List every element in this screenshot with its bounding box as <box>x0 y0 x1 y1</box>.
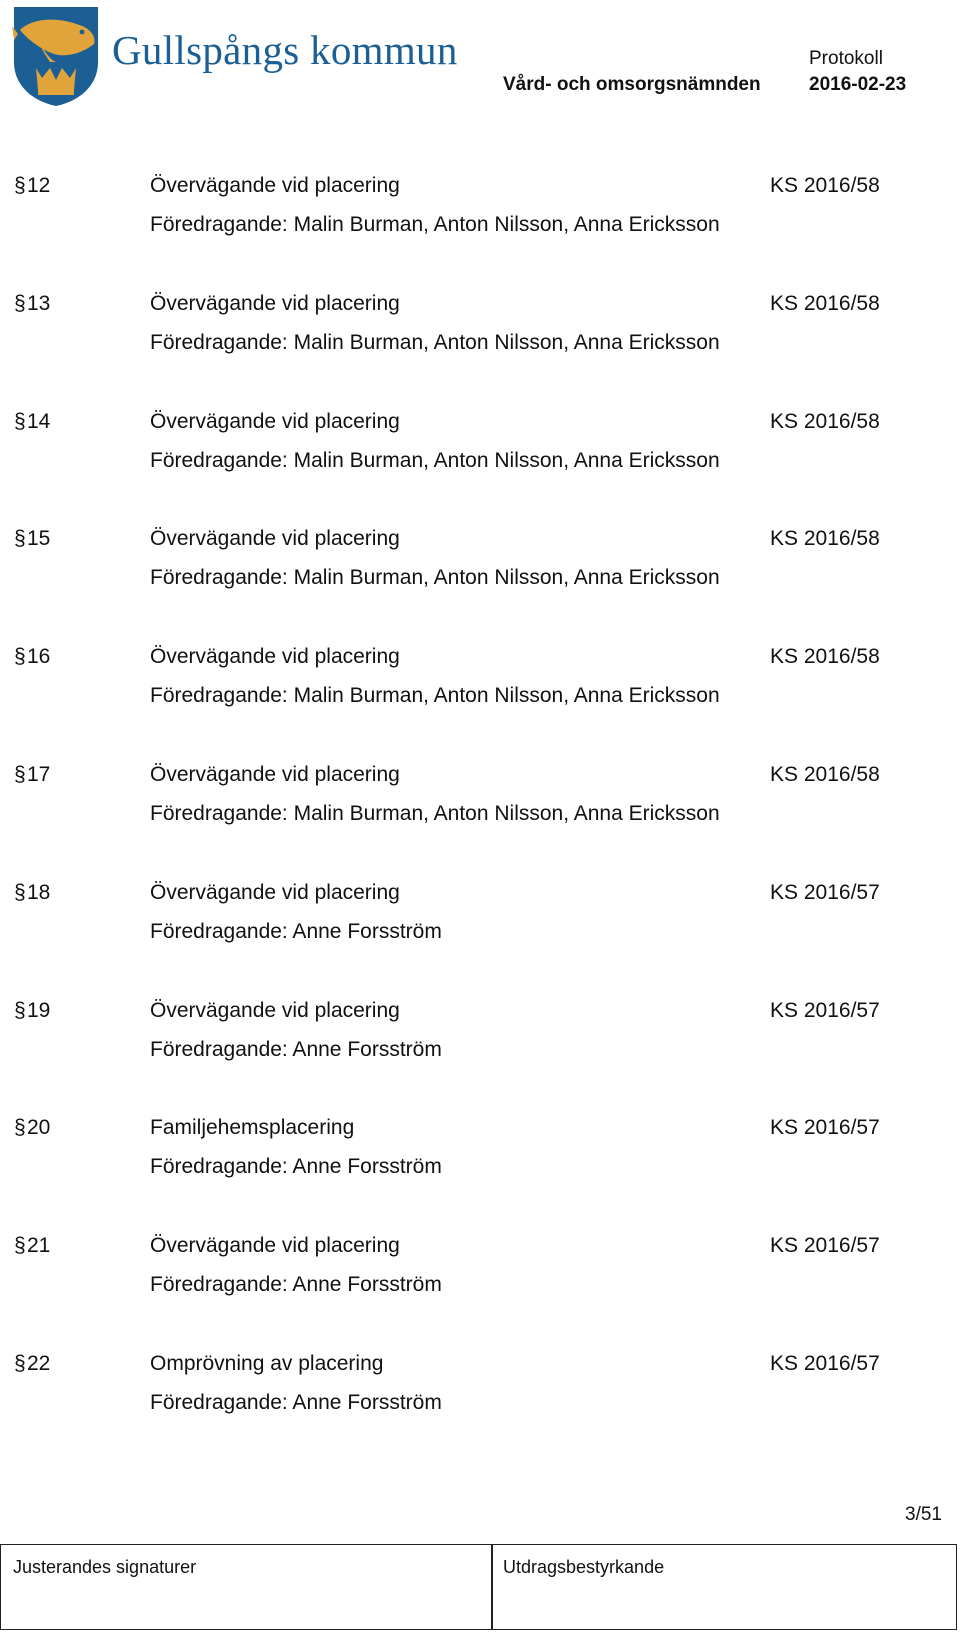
agenda-item <box>0 524 960 642</box>
agenda-item <box>0 878 960 996</box>
board-name: Vård- och omsorgsnämnden <box>503 74 761 95</box>
section-sign: § <box>14 645 26 669</box>
section-sign: § <box>14 174 26 197</box>
item-title: Övervägande vid placering <box>150 1234 400 1258</box>
section-number: 13 <box>27 291 51 315</box>
agenda-item <box>0 407 960 525</box>
page-number: 3/51 <box>905 1504 942 1525</box>
section-number: 19 <box>27 998 51 1022</box>
item-title: Övervägande vid placering <box>150 645 400 669</box>
agenda-item <box>0 760 960 878</box>
agenda-item <box>0 996 960 1114</box>
case-number: KS 2016/57 <box>770 1351 880 1375</box>
item-title: Övervägande vid placering <box>150 291 400 315</box>
section-sign: § <box>14 1351 26 1375</box>
item-title: Familjehemsplacering <box>150 1116 355 1140</box>
item-presenter: Föredragande: Malin Burman, Anton Nilsson, Anna Ericksson <box>150 801 720 825</box>
section-sign: § <box>14 527 26 551</box>
section-number: 21 <box>27 1234 51 1258</box>
agenda-item <box>0 171 960 289</box>
agenda-item <box>0 642 960 760</box>
section-sign: § <box>14 762 26 786</box>
item-presenter: Föredragande: Malin Burman, Anton Nilsson, Anna Ericksson <box>150 213 720 236</box>
section-number: 14 <box>27 409 51 433</box>
item-presenter: Föredragande: Malin Burman, Anton Nilsson, Anna Ericksson <box>150 330 720 354</box>
item-title: Övervägande vid placering <box>150 409 400 433</box>
item-presenter: Föredragande: Anne Forsström <box>150 1390 442 1414</box>
case-number: KS 2016/58 <box>770 409 880 433</box>
item-presenter: Föredragande: Anne Forsström <box>150 919 442 943</box>
case-number: KS 2016/57 <box>770 1116 880 1140</box>
agenda-item <box>0 1231 960 1349</box>
case-number: KS 2016/58 <box>770 762 880 786</box>
item-presenter: Föredragande: Malin Burman, Anton Nilsson, Anna Ericksson <box>150 566 720 590</box>
item-title: Övervägande vid placering <box>150 527 400 551</box>
item-title: Övervägande vid placering <box>150 762 400 786</box>
item-presenter: Föredragande: Malin Burman, Anton Nilsson, Anna Ericksson <box>150 448 720 472</box>
section-number: 15 <box>27 527 51 551</box>
meeting-date: 2016-02-23 <box>809 74 907 95</box>
item-title: Övervägande vid placering <box>150 174 400 197</box>
document-type: Protokoll <box>809 48 883 69</box>
organization-name: Gullspångs kommun <box>112 27 458 73</box>
section-sign: § <box>14 1234 26 1258</box>
item-title: Omprövning av placering <box>150 1351 384 1375</box>
item-title: Övervägande vid placering <box>150 880 400 904</box>
section-number: 20 <box>27 1116 51 1140</box>
agenda-item <box>0 1349 960 1467</box>
section-number: 17 <box>27 762 51 786</box>
signature-table <box>0 1544 957 1630</box>
case-number: KS 2016/58 <box>770 527 880 551</box>
item-title: Övervägande vid placering <box>150 998 400 1022</box>
section-sign: § <box>14 291 26 315</box>
case-number: KS 2016/57 <box>770 998 880 1022</box>
certification-label: Utdragsbestyrkande <box>503 1557 665 1577</box>
municipal-crest-logo <box>10 4 102 108</box>
item-presenter: Föredragande: Anne Forsström <box>150 1155 442 1179</box>
section-sign: § <box>14 409 26 433</box>
item-presenter: Föredragande: Anne Forsström <box>150 1273 442 1297</box>
agenda-item <box>0 1113 960 1231</box>
table-divider <box>491 1545 493 1629</box>
section-number: 16 <box>27 645 51 669</box>
section-sign: § <box>14 1116 26 1140</box>
case-number: KS 2016/58 <box>770 291 880 315</box>
document-header <box>0 0 960 120</box>
section-sign: § <box>14 880 26 904</box>
item-presenter: Föredragande: Malin Burman, Anton Nilsson, Anna Ericksson <box>150 684 720 708</box>
section-sign: § <box>14 998 26 1022</box>
section-number: 22 <box>27 1351 51 1375</box>
agenda-item <box>0 289 960 407</box>
case-number: KS 2016/57 <box>770 880 880 904</box>
case-number: KS 2016/58 <box>770 174 880 197</box>
case-number: KS 2016/58 <box>770 645 880 669</box>
section-number: 12 <box>27 174 51 197</box>
agenda-list <box>0 171 960 1467</box>
case-number: KS 2016/57 <box>770 1234 880 1258</box>
item-presenter: Föredragande: Anne Forsström <box>150 1037 442 1061</box>
signatures-label: Justerandes signaturer <box>13 1557 197 1577</box>
section-number: 18 <box>27 880 51 904</box>
